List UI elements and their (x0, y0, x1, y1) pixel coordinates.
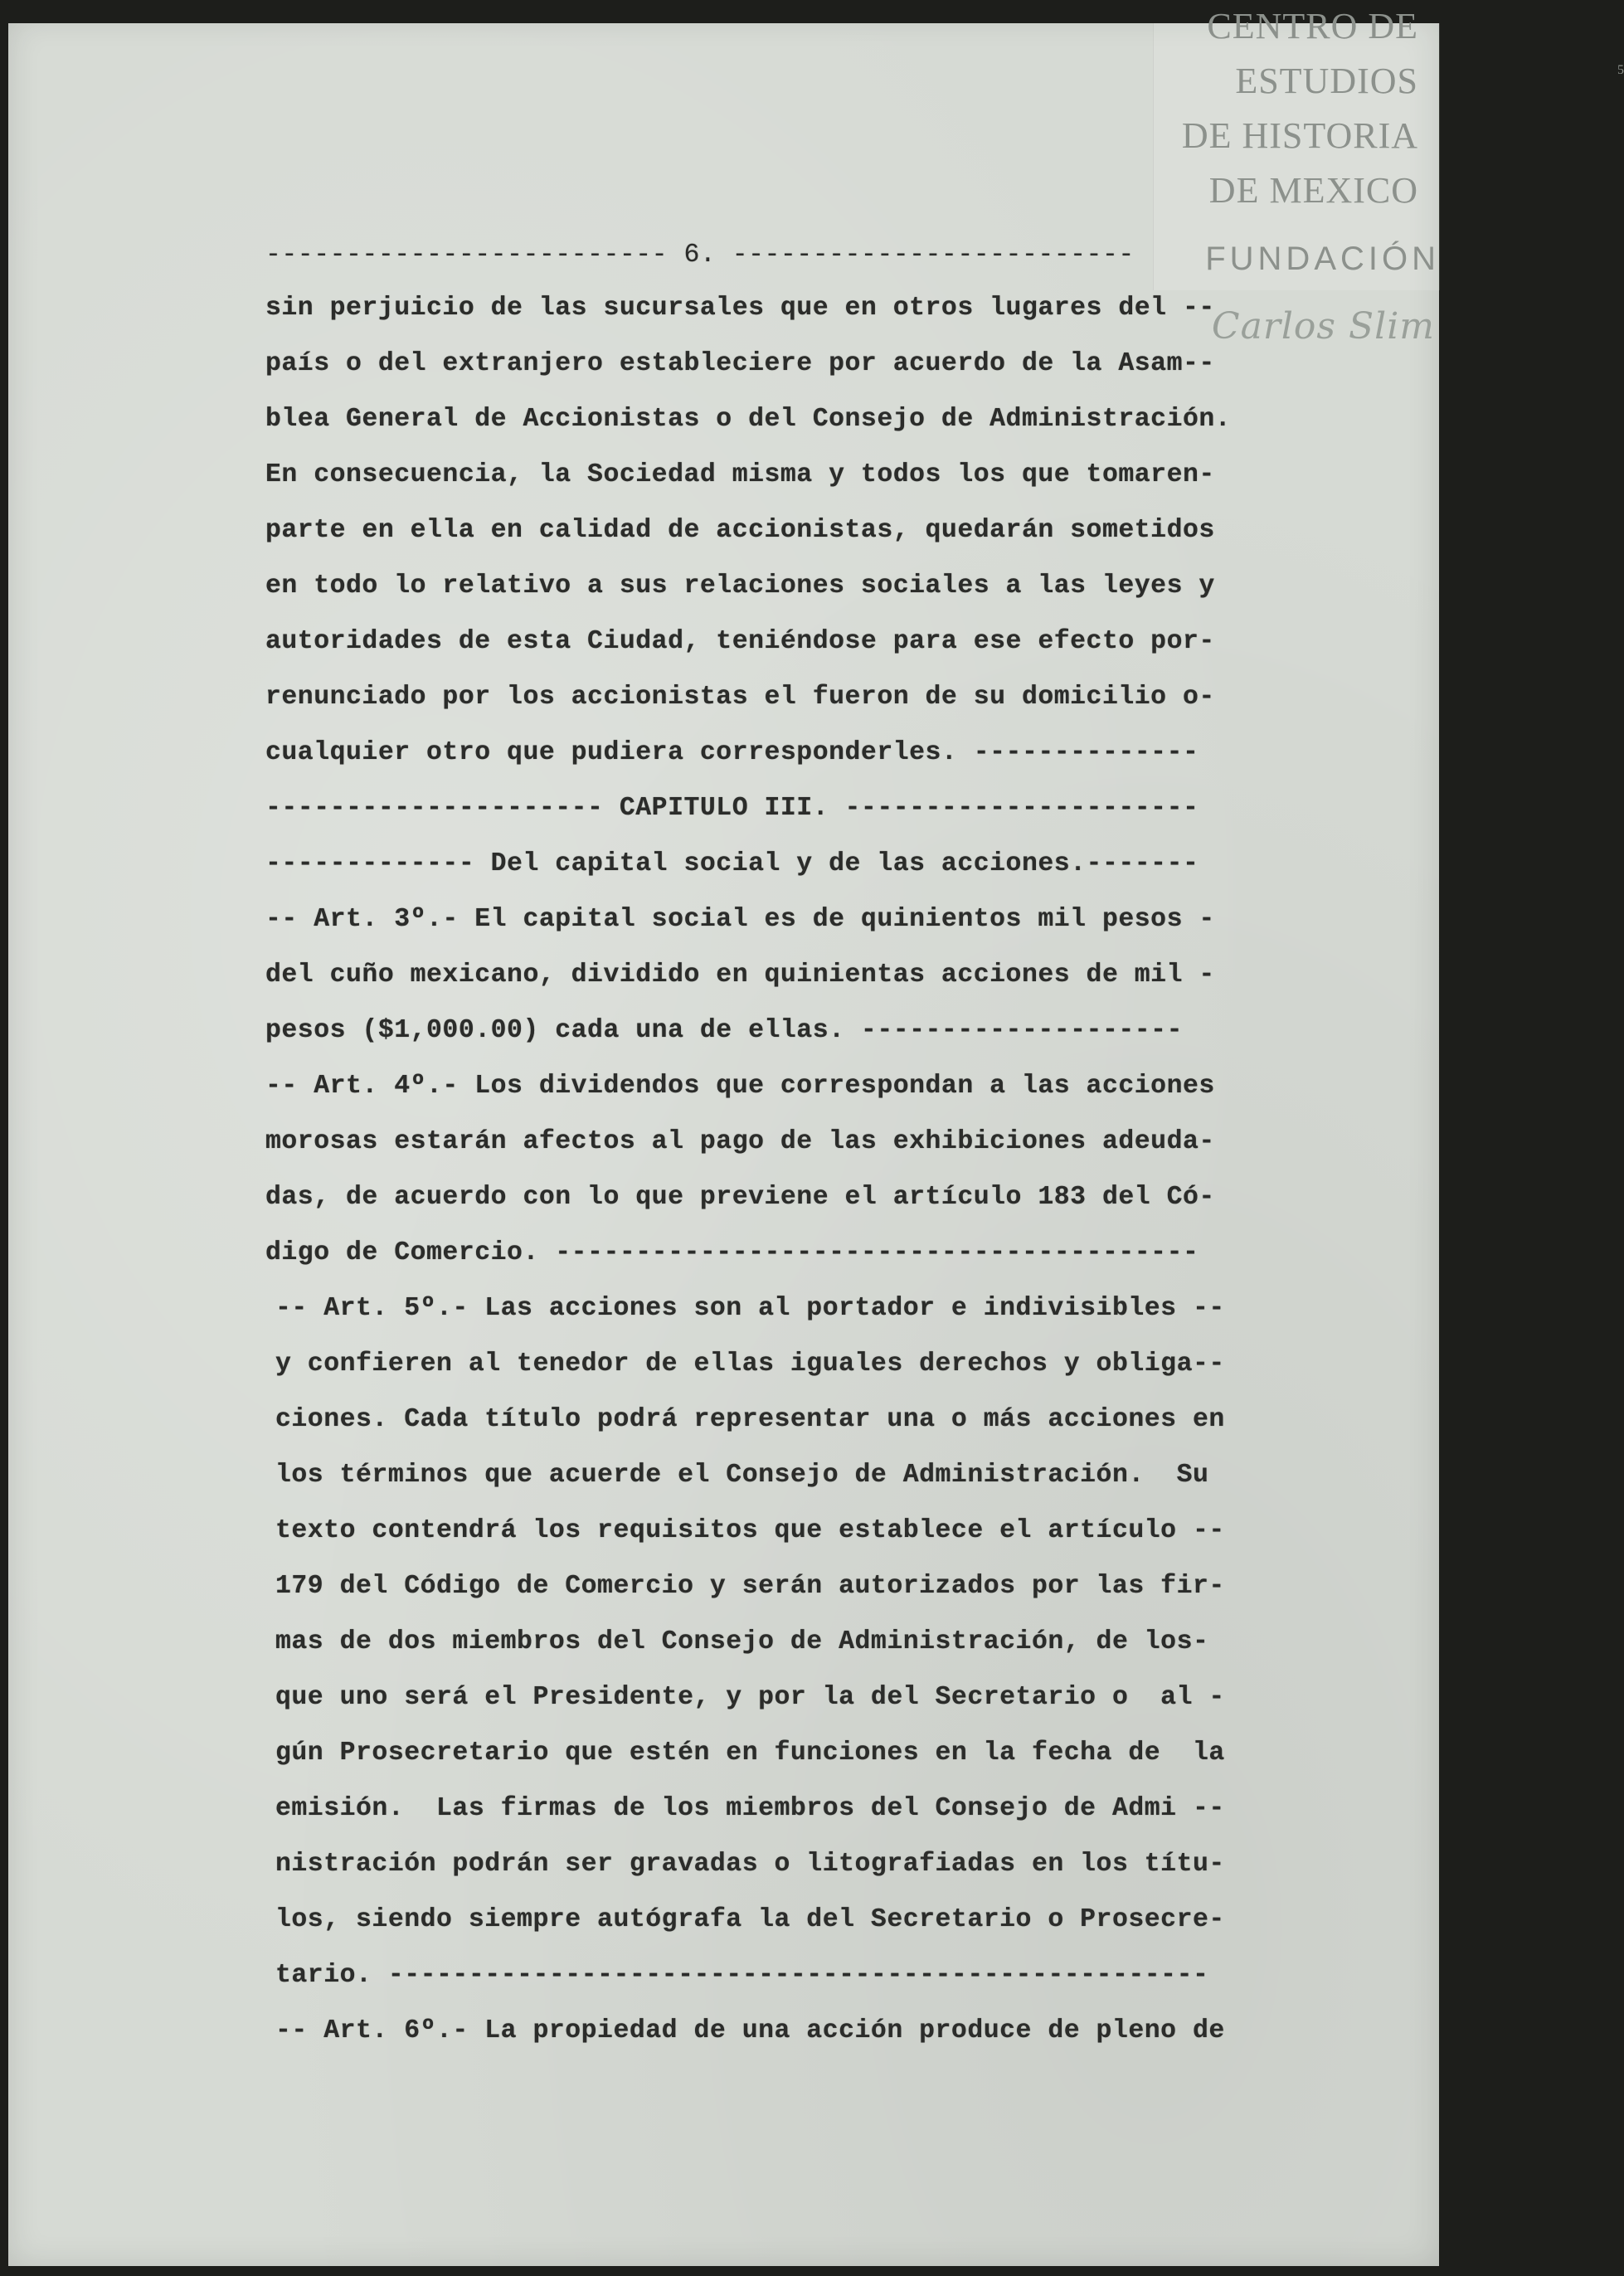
text-line: En consecuencia, la Sociedad misma y todos los que tomaren- (265, 460, 1215, 489)
text-line: texto contendrá los requisitos que establece el artículo -- (275, 1516, 1225, 1545)
section-heading: ------------- Del capital social y de las acciones.------- (265, 849, 1199, 878)
text-line: autoridades de esta Ciudad, teniéndose para ese efecto por- (265, 627, 1215, 656)
text-line: nistración podrán ser gravadas o litografiadas en los títu- (275, 1850, 1225, 1879)
text-line: parte en ella en calidad de accionistas, quedarán sometidos (265, 516, 1215, 545)
text-line: das, de acuerdo con lo que previene el artículo 183 del Có- (265, 1183, 1215, 1212)
text-line: cualquier otro que pudiera corresponderles. -------------- (265, 738, 1199, 767)
text-line: en todo lo relativo a sus relaciones sociales a las leyes y (265, 571, 1215, 601)
text-line: pesos ($1,000.00) cada una de ellas. -------------------- (265, 1016, 1183, 1045)
handwritten-page-mark: 5 (1617, 63, 1624, 77)
text-line: mas de dos miembros del Consejo de Administración, de los- (275, 1627, 1209, 1656)
text-line: gún Prosecretario que estén en funciones en la fecha de la (275, 1739, 1225, 1768)
chapter-heading: --------------------- CAPITULO III. ---------------------- (265, 794, 1199, 823)
stamp-line-2: ESTUDIOS (1235, 61, 1418, 101)
text-line: los términos que acuerde el Consejo de Administración. Su (275, 1461, 1209, 1490)
text-line: emisión. Las firmas de los miembros del Consejo de Admi -- (275, 1794, 1225, 1823)
article-3: -- Art. 3º.- El capital social es de quinientos mil pesos - (265, 905, 1215, 934)
page-number-header: ------------------------- 6. ------------------------- (265, 241, 1135, 270)
stamp-signature: Carlos Slim (1211, 305, 1435, 348)
text-line: ciones. Cada título podrá representar una o más acciones en (275, 1405, 1225, 1434)
article-6: -- Art. 6º.- La propiedad de una acción produce de pleno de (275, 2016, 1225, 2045)
text-line: que uno será el Presidente, y por la del Secretario o al - (275, 1683, 1225, 1712)
stamp-line-1: CENTRO DE (1207, 6, 1418, 46)
stamp-line-3: DE HISTORIA (1181, 115, 1418, 156)
text-line: y confieren al tenedor de ellas iguales derechos y obliga-- (275, 1350, 1225, 1379)
text-line: país o del extranjero estableciere por acuerdo de la Asam-- (265, 349, 1215, 378)
text-line: digo de Comercio. ---------------------------------------- (265, 1238, 1199, 1267)
article-4: -- Art. 4º.- Los dividendos que correspondan a las acciones (265, 1072, 1215, 1101)
text-line: blea General de Accionistas o del Consejo de Administración. (265, 405, 1232, 434)
text-line: tario. --------------------------------------------------- (275, 1961, 1209, 1990)
text-line: sin perjuicio de las sucursales que en otros lugares del -- (265, 294, 1215, 323)
text-line: los, siendo siempre autógrafa la del Secretario o Prosecre- (275, 1905, 1225, 1934)
text-line: del cuño mexicano, dividido en quinientas acciones de mil - (265, 960, 1215, 990)
article-5: -- Art. 5º.- Las acciones son al portador e indivisibles -- (275, 1294, 1225, 1323)
stamp-line-4: DE MEXICO (1208, 170, 1418, 211)
text-line: morosas estarán afectos al pago de las exhibiciones adeuda- (265, 1127, 1215, 1156)
stamp-foundation: FUNDACIÓN (1205, 241, 1440, 277)
text-line: renunciado por los accionistas el fueron de su domicilio o- (265, 683, 1215, 712)
text-line: 179 del Código de Comercio y serán autorizados por las fir- (275, 1572, 1225, 1601)
